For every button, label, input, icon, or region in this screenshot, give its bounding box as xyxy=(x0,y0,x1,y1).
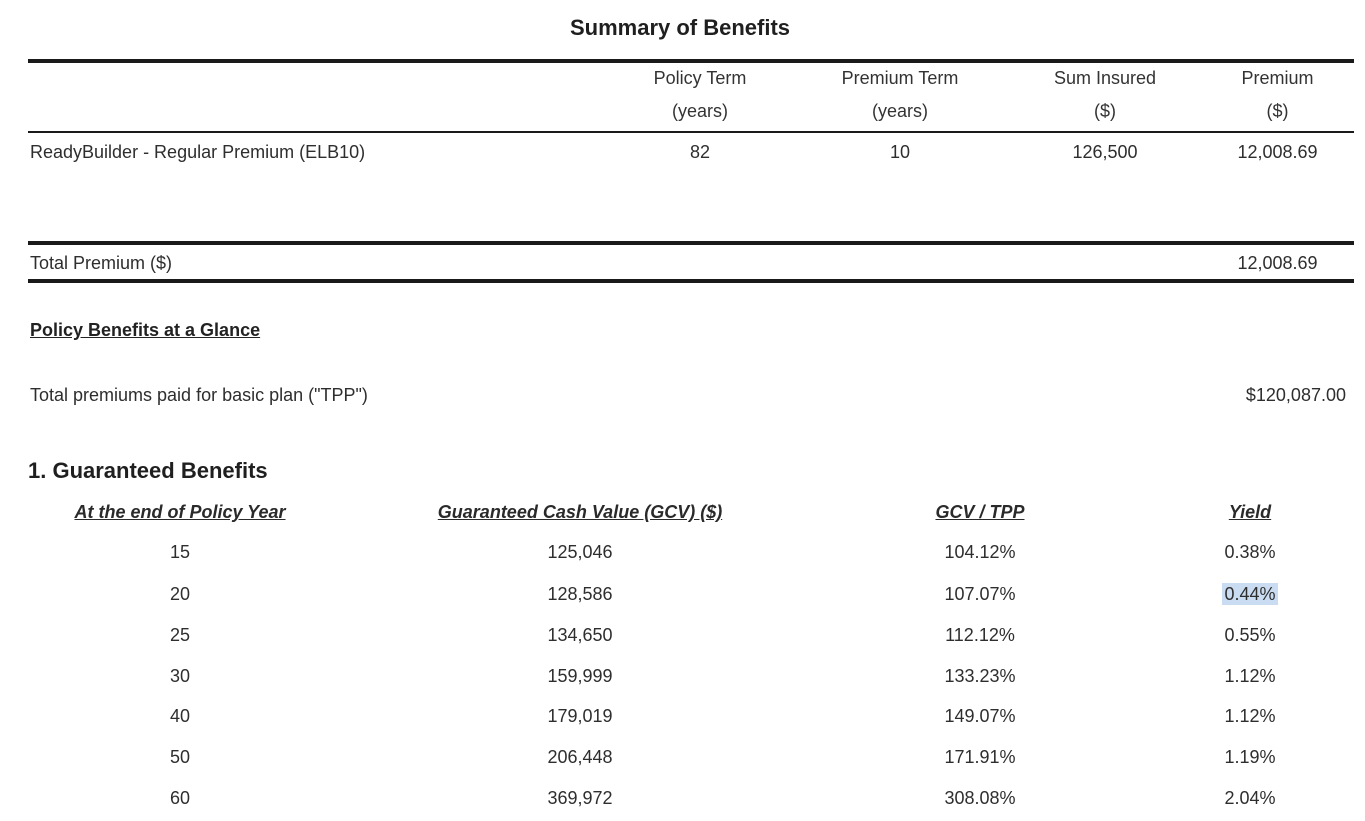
header-policy-term xyxy=(620,62,780,128)
tpp-value: $120,087.00 xyxy=(1245,385,1346,405)
ratio-cell: 104.12% xyxy=(944,542,1016,562)
year-cell: 20 xyxy=(169,584,191,604)
header-line: (years) xyxy=(671,101,728,121)
yield-cell: 1.19% xyxy=(1224,747,1276,767)
guaranteed-heading: 1. Guaranteed Benefits xyxy=(28,458,268,483)
year-cell: 60 xyxy=(169,788,191,808)
gcv-cell: 179,019 xyxy=(547,706,613,726)
gcv-cell: 159,999 xyxy=(547,666,613,686)
total-premium-label: Total Premium ($) xyxy=(30,253,173,273)
year-cell: 15 xyxy=(169,542,191,562)
premium-term-value: 10 xyxy=(889,142,911,162)
yield-cell: 1.12% xyxy=(1224,706,1276,726)
header-line: Premium Term xyxy=(841,68,959,88)
yield-cell: 0.55% xyxy=(1224,625,1276,645)
document-title: Summary of Benefits xyxy=(569,15,791,40)
header-line: Premium xyxy=(1241,68,1314,88)
col-header-gcv: Guaranteed Cash Value (GCV) ($) xyxy=(437,502,723,522)
total-premium-value: 12,008.69 xyxy=(1237,253,1318,273)
ratio-cell: 107.07% xyxy=(944,584,1016,604)
col-header-gcv-tpp: GCV / TPP xyxy=(935,502,1025,522)
gcv-cell: 369,972 xyxy=(547,788,613,808)
col-header-yield: Yield xyxy=(1228,502,1272,522)
header-sum-insured xyxy=(1025,62,1185,128)
total-bottom-rule xyxy=(28,279,1354,283)
year-cell: 40 xyxy=(169,706,191,726)
year-cell: 25 xyxy=(169,625,191,645)
yield-cell: 2.04% xyxy=(1224,788,1276,808)
header-line: Policy Term xyxy=(653,68,747,88)
header-premium xyxy=(1210,62,1345,128)
col-header-policy-year: At the end of Policy Year xyxy=(74,502,286,522)
yield-cell: 0.38% xyxy=(1224,542,1276,562)
year-cell: 50 xyxy=(169,747,191,767)
glance-heading: Policy Benefits at a Glance xyxy=(30,320,261,340)
gcv-cell: 128,586 xyxy=(547,584,613,604)
ratio-cell: 112.12% xyxy=(945,625,1015,645)
yield-cell: 1.12% xyxy=(1224,666,1276,686)
ratio-cell: 308.08% xyxy=(944,788,1016,808)
gcv-cell: 134,650 xyxy=(547,625,613,645)
year-cell: 30 xyxy=(169,666,191,686)
header-line: Sum Insured xyxy=(1053,68,1157,88)
header-line: ($) xyxy=(1266,101,1289,121)
header-line: ($) xyxy=(1094,101,1116,121)
header-premium-term xyxy=(810,62,990,128)
plan-name: ReadyBuilder - Regular Premium (ELB10) xyxy=(30,142,366,162)
yield-cell[interactable] xyxy=(1180,584,1320,605)
header-line: (years) xyxy=(871,101,928,121)
ratio-cell: 149.07% xyxy=(944,706,1016,726)
tpp-label: Total premiums paid for basic plan ("TPP") xyxy=(30,385,368,405)
selected-text[interactable]: 0.44% xyxy=(1224,584,1276,604)
gcv-cell: 206,448 xyxy=(547,747,613,767)
policy-term-value: 82 xyxy=(689,142,711,162)
total-top-rule xyxy=(28,241,1354,245)
premium-value: 12,008.69 xyxy=(1237,142,1318,162)
header-rule xyxy=(28,131,1354,133)
sum-insured-value: 126,500 xyxy=(1072,142,1138,162)
gcv-cell: 125,046 xyxy=(547,542,613,562)
ratio-cell: 133.23% xyxy=(944,666,1016,686)
ratio-cell: 171.91% xyxy=(944,747,1016,767)
